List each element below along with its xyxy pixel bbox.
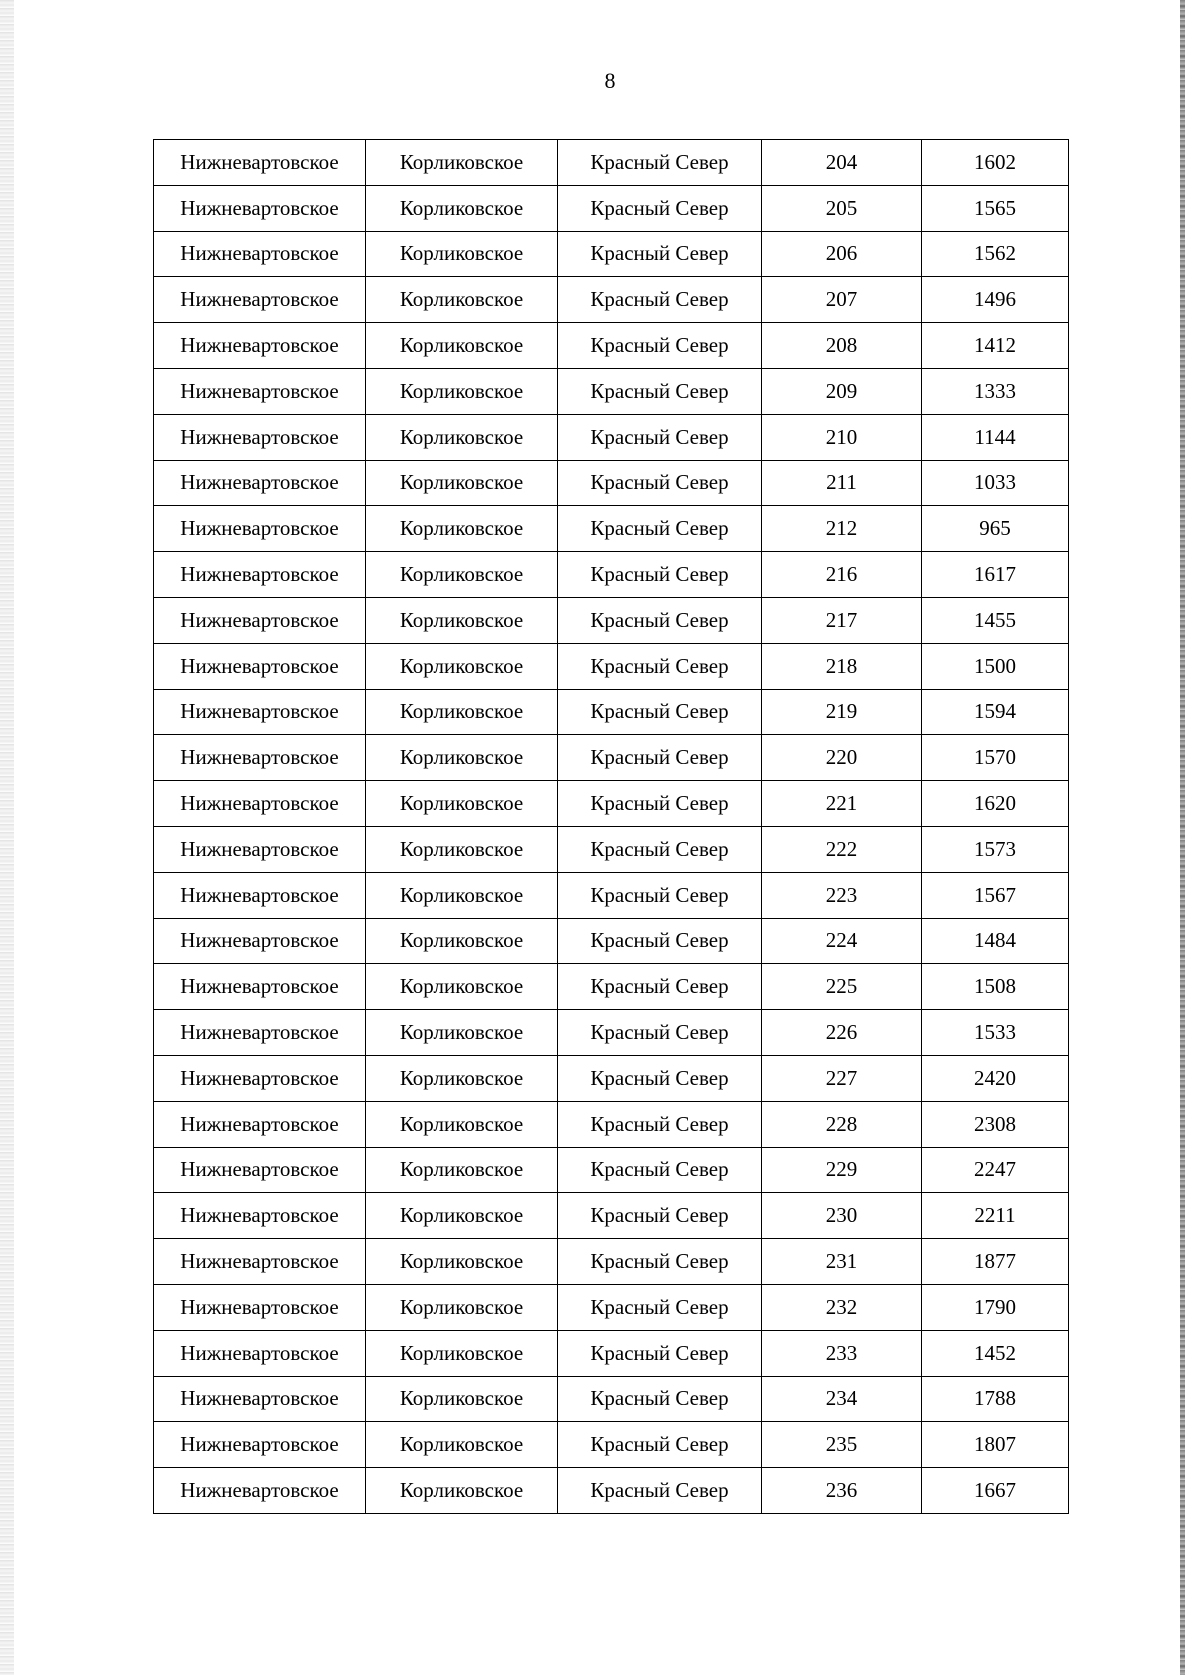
- field-cell: Корликовское: [366, 323, 558, 369]
- value-cell: 1333: [922, 368, 1069, 414]
- area-cell: Красный Север: [558, 643, 762, 689]
- area-cell: Красный Север: [558, 735, 762, 781]
- table-row: [154, 918, 1069, 964]
- region-cell: Нижневартовское: [154, 1147, 366, 1193]
- number-cell: 204: [762, 140, 922, 186]
- number-cell: 227: [762, 1055, 922, 1101]
- region-cell: Нижневартовское: [154, 1284, 366, 1330]
- table-row: [154, 1193, 1069, 1239]
- area-cell: Красный Север: [558, 1239, 762, 1285]
- number-cell: 206: [762, 231, 922, 277]
- area-cell: Красный Север: [558, 1147, 762, 1193]
- table-row: [154, 872, 1069, 918]
- field-cell: Корликовское: [366, 1101, 558, 1147]
- value-cell: 1594: [922, 689, 1069, 735]
- area-cell: Красный Север: [558, 1055, 762, 1101]
- field-cell: Корликовское: [366, 597, 558, 643]
- region-cell: Нижневартовское: [154, 1010, 366, 1056]
- area-cell: Красный Север: [558, 918, 762, 964]
- region-cell: Нижневартовское: [154, 781, 366, 827]
- table-row: [154, 1422, 1069, 1468]
- table-row: [154, 1468, 1069, 1514]
- area-cell: Красный Север: [558, 231, 762, 277]
- region-cell: Нижневартовское: [154, 552, 366, 598]
- field-cell: Корликовское: [366, 1055, 558, 1101]
- table-row: [154, 1284, 1069, 1330]
- region-cell: Нижневартовское: [154, 185, 366, 231]
- value-cell: 1570: [922, 735, 1069, 781]
- value-cell: 1788: [922, 1376, 1069, 1422]
- number-cell: 225: [762, 964, 922, 1010]
- area-cell: Красный Север: [558, 826, 762, 872]
- table-row: [154, 552, 1069, 598]
- table-row: [154, 597, 1069, 643]
- field-cell: Корликовское: [366, 414, 558, 460]
- field-cell: Корликовское: [366, 826, 558, 872]
- field-cell: Корликовское: [366, 872, 558, 918]
- value-cell: 1455: [922, 597, 1069, 643]
- field-cell: Корликовское: [366, 1376, 558, 1422]
- number-cell: 230: [762, 1193, 922, 1239]
- region-cell: Нижневартовское: [154, 1422, 366, 1468]
- value-cell: 1565: [922, 185, 1069, 231]
- table-body: [154, 140, 1069, 1514]
- region-cell: Нижневартовское: [154, 918, 366, 964]
- value-cell: 1562: [922, 231, 1069, 277]
- number-cell: 234: [762, 1376, 922, 1422]
- region-cell: Нижневартовское: [154, 1055, 366, 1101]
- number-cell: 212: [762, 506, 922, 552]
- number-cell: 229: [762, 1147, 922, 1193]
- value-cell: 1567: [922, 872, 1069, 918]
- area-cell: Красный Север: [558, 460, 762, 506]
- region-cell: Нижневартовское: [154, 1376, 366, 1422]
- number-cell: 222: [762, 826, 922, 872]
- region-cell: Нижневартовское: [154, 1239, 366, 1285]
- area-cell: Красный Север: [558, 185, 762, 231]
- region-cell: Нижневартовское: [154, 689, 366, 735]
- region-cell: Нижневартовское: [154, 277, 366, 323]
- table-row: [154, 460, 1069, 506]
- table-row: [154, 506, 1069, 552]
- number-cell: 231: [762, 1239, 922, 1285]
- area-cell: Красный Север: [558, 506, 762, 552]
- value-cell: 1033: [922, 460, 1069, 506]
- area-cell: Красный Север: [558, 1284, 762, 1330]
- number-cell: 233: [762, 1330, 922, 1376]
- region-cell: Нижневартовское: [154, 1193, 366, 1239]
- region-cell: Нижневартовское: [154, 826, 366, 872]
- number-cell: 209: [762, 368, 922, 414]
- number-cell: 228: [762, 1101, 922, 1147]
- area-cell: Красный Север: [558, 597, 762, 643]
- region-cell: Нижневартовское: [154, 1330, 366, 1376]
- table-row: [154, 140, 1069, 186]
- region-cell: Нижневартовское: [154, 964, 366, 1010]
- table-row: [154, 781, 1069, 827]
- number-cell: 221: [762, 781, 922, 827]
- value-cell: 965: [922, 506, 1069, 552]
- field-cell: Корликовское: [366, 643, 558, 689]
- number-cell: 208: [762, 323, 922, 369]
- region-cell: Нижневартовское: [154, 231, 366, 277]
- table-row: [154, 323, 1069, 369]
- field-cell: Корликовское: [366, 506, 558, 552]
- value-cell: 1620: [922, 781, 1069, 827]
- value-cell: 2247: [922, 1147, 1069, 1193]
- table-row: [154, 1055, 1069, 1101]
- area-cell: Красный Север: [558, 1422, 762, 1468]
- table-row: [154, 735, 1069, 781]
- area-cell: Красный Север: [558, 872, 762, 918]
- value-cell: 1807: [922, 1422, 1069, 1468]
- number-cell: 205: [762, 185, 922, 231]
- page-number: 8: [604, 68, 616, 93]
- number-cell: 217: [762, 597, 922, 643]
- region-cell: Нижневартовское: [154, 643, 366, 689]
- number-cell: 210: [762, 414, 922, 460]
- region-cell: Нижневартовское: [154, 597, 366, 643]
- table-row: [154, 1376, 1069, 1422]
- area-cell: Красный Север: [558, 1101, 762, 1147]
- area-cell: Красный Север: [558, 140, 762, 186]
- region-cell: Нижневартовское: [154, 323, 366, 369]
- table-row: [154, 1010, 1069, 1056]
- table-row: [154, 414, 1069, 460]
- area-cell: Красный Север: [558, 368, 762, 414]
- value-cell: 2308: [922, 1101, 1069, 1147]
- table-row: [154, 1239, 1069, 1285]
- value-cell: 1790: [922, 1284, 1069, 1330]
- table-row: [154, 643, 1069, 689]
- table-row: [154, 231, 1069, 277]
- number-cell: 236: [762, 1468, 922, 1514]
- field-cell: Корликовское: [366, 1010, 558, 1056]
- value-cell: 2420: [922, 1055, 1069, 1101]
- table-row: [154, 1101, 1069, 1147]
- area-cell: Красный Север: [558, 964, 762, 1010]
- field-cell: Корликовское: [366, 918, 558, 964]
- scan-edge-left: [0, 0, 14, 1675]
- number-cell: 211: [762, 460, 922, 506]
- region-cell: Нижневартовское: [154, 414, 366, 460]
- number-cell: 223: [762, 872, 922, 918]
- region-cell: Нижневартовское: [154, 460, 366, 506]
- value-cell: 1508: [922, 964, 1069, 1010]
- area-cell: Красный Север: [558, 781, 762, 827]
- region-cell: Нижневартовское: [154, 1101, 366, 1147]
- value-cell: 2211: [922, 1193, 1069, 1239]
- value-cell: 1667: [922, 1468, 1069, 1514]
- area-cell: Красный Север: [558, 552, 762, 598]
- value-cell: 1496: [922, 277, 1069, 323]
- field-cell: Корликовское: [366, 552, 558, 598]
- region-cell: Нижневартовское: [154, 872, 366, 918]
- field-cell: Корликовское: [366, 185, 558, 231]
- field-cell: Корликовское: [366, 1422, 558, 1468]
- field-cell: Корликовское: [366, 1193, 558, 1239]
- region-cell: Нижневартовское: [154, 1468, 366, 1514]
- table-row: [154, 368, 1069, 414]
- number-cell: 216: [762, 552, 922, 598]
- field-cell: Корликовское: [366, 781, 558, 827]
- table-row: [154, 964, 1069, 1010]
- value-cell: 1617: [922, 552, 1069, 598]
- field-cell: Корликовское: [366, 231, 558, 277]
- region-cell: Нижневартовское: [154, 735, 366, 781]
- value-cell: 1602: [922, 140, 1069, 186]
- value-cell: 1144: [922, 414, 1069, 460]
- area-cell: Красный Север: [558, 1010, 762, 1056]
- field-cell: Корликовское: [366, 1468, 558, 1514]
- field-cell: Корликовское: [366, 277, 558, 323]
- table-row: [154, 826, 1069, 872]
- value-cell: 1452: [922, 1330, 1069, 1376]
- number-cell: 207: [762, 277, 922, 323]
- area-cell: Красный Север: [558, 1468, 762, 1514]
- area-cell: Красный Север: [558, 1193, 762, 1239]
- area-cell: Красный Север: [558, 277, 762, 323]
- value-cell: 1412: [922, 323, 1069, 369]
- value-cell: 1573: [922, 826, 1069, 872]
- table-row: [154, 689, 1069, 735]
- field-cell: Корликовское: [366, 1147, 558, 1193]
- number-cell: 224: [762, 918, 922, 964]
- field-cell: Корликовское: [366, 735, 558, 781]
- value-cell: 1533: [922, 1010, 1069, 1056]
- region-cell: Нижневартовское: [154, 140, 366, 186]
- number-cell: 235: [762, 1422, 922, 1468]
- table-row: [154, 1147, 1069, 1193]
- value-cell: 1484: [922, 918, 1069, 964]
- area-cell: Красный Север: [558, 689, 762, 735]
- field-cell: Корликовское: [366, 689, 558, 735]
- table-row: [154, 277, 1069, 323]
- field-cell: Корликовское: [366, 460, 558, 506]
- number-cell: 226: [762, 1010, 922, 1056]
- table-row: [154, 185, 1069, 231]
- value-cell: 1877: [922, 1239, 1069, 1285]
- scan-edge-right: [1180, 0, 1185, 1675]
- data-table: [153, 139, 1069, 1514]
- region-cell: Нижневартовское: [154, 506, 366, 552]
- table-row: [154, 1330, 1069, 1376]
- number-cell: 218: [762, 643, 922, 689]
- area-cell: Красный Север: [558, 323, 762, 369]
- area-cell: Красный Север: [558, 1376, 762, 1422]
- region-cell: Нижневартовское: [154, 368, 366, 414]
- field-cell: Корликовское: [366, 1330, 558, 1376]
- field-cell: Корликовское: [366, 1239, 558, 1285]
- field-cell: Корликовское: [366, 1284, 558, 1330]
- number-cell: 232: [762, 1284, 922, 1330]
- area-cell: Красный Север: [558, 1330, 762, 1376]
- field-cell: Корликовское: [366, 140, 558, 186]
- field-cell: Корликовское: [366, 964, 558, 1010]
- area-cell: Красный Север: [558, 414, 762, 460]
- value-cell: 1500: [922, 643, 1069, 689]
- number-cell: 219: [762, 689, 922, 735]
- number-cell: 220: [762, 735, 922, 781]
- field-cell: Корликовское: [366, 368, 558, 414]
